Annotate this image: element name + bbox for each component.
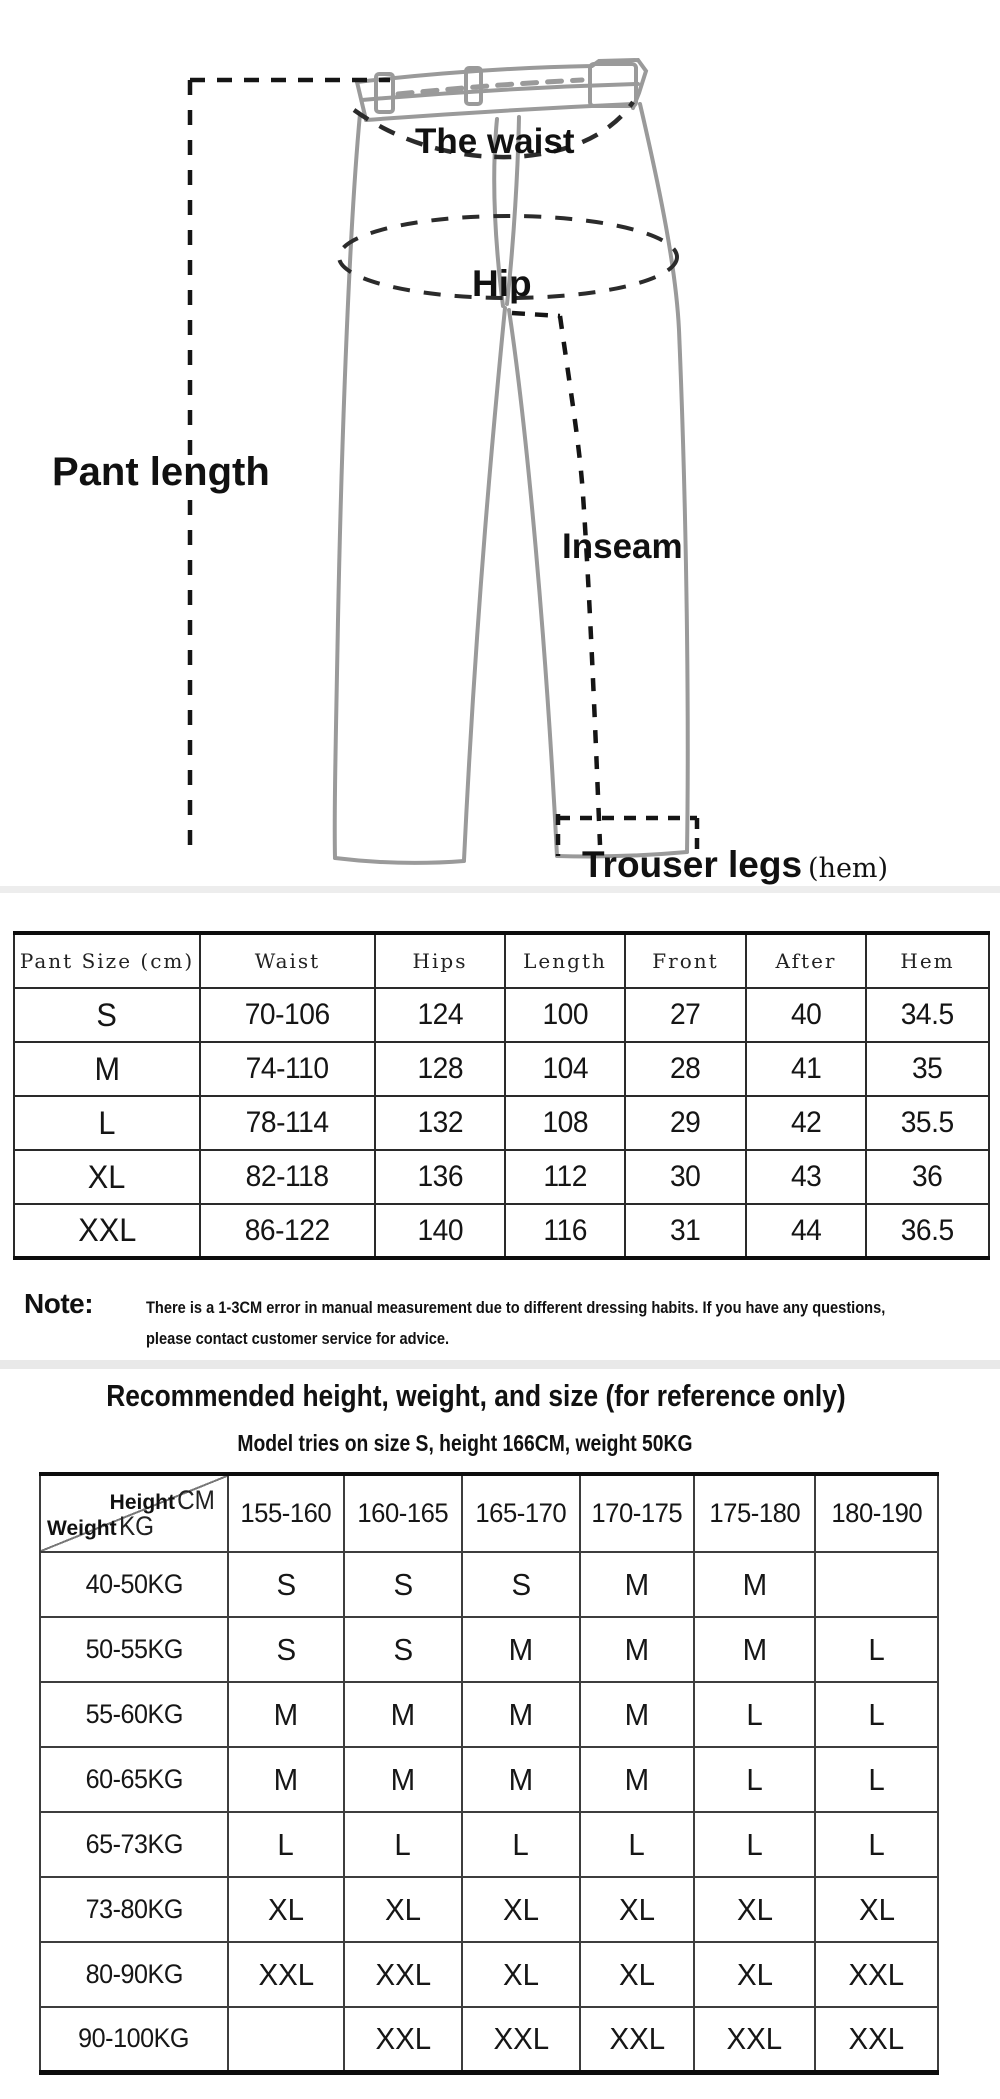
note-first-line — [24, 1288, 984, 1320]
fit-row — [40, 1552, 938, 1617]
note-prefix: Note: — [24, 1288, 94, 1319]
weight-range-label: 60-65KG — [85, 1764, 183, 1794]
fit-size-cell: XL — [502, 1956, 540, 1992]
hips-cell: 132 — [417, 1106, 463, 1139]
fit-row — [40, 1617, 938, 1682]
fit-size-cell: M — [742, 1566, 767, 1602]
fit-size-cell: M — [508, 1696, 534, 1732]
trouser-legs-text: Trouser legs — [582, 844, 803, 885]
fit-size-cell: L — [868, 1631, 885, 1667]
col-header-waist: Waist — [254, 949, 321, 973]
weight-range-label: 40-50KG — [85, 1569, 183, 1599]
hips-cell: 124 — [417, 998, 463, 1031]
fit-size-cell: XXL — [375, 2020, 431, 2056]
size-chart-header-row — [14, 933, 989, 988]
fit-size-cell: XL — [267, 1891, 305, 1927]
size-cell: XXL — [77, 1212, 137, 1248]
weight-range-label: 50-55KG — [85, 1634, 183, 1664]
fit-size-cell: M — [508, 1761, 534, 1797]
fit-size-cell: L — [868, 1761, 885, 1797]
height-range-header: 180-190 — [831, 1498, 922, 1528]
fit-size-cell: XL — [618, 1891, 656, 1927]
fit-size-cell: XXL — [726, 2020, 783, 2056]
front-cell: 27 — [670, 998, 701, 1031]
after-cell: 44 — [790, 1213, 822, 1247]
fit-size-cell: XXL — [609, 2020, 665, 2056]
fit-row — [40, 1747, 938, 1812]
length-cell: 108 — [542, 1106, 588, 1139]
fit-size-cell: L — [277, 1826, 295, 1862]
hem-cell: 36 — [912, 1160, 943, 1193]
height-range-header: 165-170 — [475, 1498, 567, 1528]
length-cell: 100 — [542, 998, 588, 1031]
fit-size-cell: L — [394, 1826, 412, 1862]
waist-cell: 86-122 — [244, 1213, 330, 1247]
waist-cell: 74-110 — [246, 1052, 329, 1085]
note-text-line1: There is a 1-3CM error in manual measurement due to different dressing habits. If you have any questions, — [146, 1298, 886, 1317]
weight-range-label: 65-73KG — [85, 1829, 183, 1859]
length-cell: 104 — [542, 1052, 588, 1085]
col-header-hips: Hips — [412, 949, 468, 973]
weight-range-label: 90-100KG — [78, 2023, 190, 2054]
model-reference-subtitle — [0, 1430, 930, 1457]
fit-size-cell: M — [624, 1566, 650, 1602]
fit-size-cell: XXL — [493, 2020, 549, 2056]
weight-range-label: 73-80KG — [85, 1894, 183, 1924]
fit-size-cell: M — [390, 1696, 416, 1732]
col-header-pant-size: Pant Size (cm) — [19, 949, 195, 973]
fit-size-cell: L — [512, 1826, 530, 1862]
size-cell: S — [96, 996, 118, 1033]
size-cell: XL — [88, 1158, 126, 1195]
fit-row — [40, 1942, 938, 2007]
size-row-xl — [14, 1150, 989, 1204]
height-range-header: 160-165 — [357, 1498, 449, 1528]
fit-size-cell: M — [624, 1631, 650, 1667]
size-chart-table — [13, 931, 990, 1260]
length-cell: 116 — [543, 1213, 587, 1247]
section-divider — [0, 886, 1000, 893]
waist-cell: 70-106 — [244, 998, 330, 1031]
measurement-note — [24, 1288, 984, 1349]
col-header-length: Length — [523, 949, 607, 973]
pant-length-label: Pant length — [52, 450, 270, 494]
fit-size-cell: L — [746, 1761, 763, 1797]
fit-size-cell: M — [624, 1761, 650, 1797]
trouser-legs-label — [582, 846, 888, 883]
length-cell: 112 — [543, 1160, 587, 1193]
hips-cell: 128 — [417, 1052, 463, 1085]
fit-size-cell: M — [508, 1631, 534, 1667]
fit-size-cell: L — [868, 1696, 885, 1732]
size-row-l — [14, 1096, 989, 1150]
after-cell: 40 — [790, 998, 822, 1031]
front-cell: 28 — [670, 1052, 701, 1085]
fit-size-cell: XXL — [375, 1956, 431, 1992]
recommendation-title-text: Recommended height, weight, and size (for reference only) — [106, 1378, 846, 1413]
fit-size-cell: XL — [736, 1891, 773, 1927]
fit-size-cell: XL — [736, 1956, 773, 1992]
section-divider — [0, 1360, 1000, 1369]
col-header-front: Front — [652, 949, 719, 973]
size-row-xxl — [14, 1204, 989, 1258]
hem-cell: 35.5 — [900, 1106, 954, 1139]
fit-size-cell: XL — [618, 1956, 656, 1992]
weight-range-label: 80-90KG — [85, 1959, 183, 1989]
hem-cell: 34.5 — [900, 998, 954, 1031]
after-cell: 41 — [790, 1052, 822, 1085]
note-text-line2: please contact customer service for advice. — [146, 1329, 450, 1348]
front-cell: 31 — [670, 1213, 701, 1247]
front-cell: 29 — [670, 1106, 701, 1139]
corner-weight-label: WeightKG — [47, 1511, 154, 1541]
size-row-m — [14, 1042, 989, 1096]
fit-size-cell: M — [390, 1761, 416, 1797]
size-row-s — [14, 988, 989, 1042]
waist-cell: 82-118 — [246, 1160, 329, 1193]
fit-size-cell: M — [273, 1761, 299, 1797]
after-cell: 43 — [790, 1160, 822, 1193]
hips-cell: 140 — [417, 1213, 463, 1247]
front-cell: 30 — [670, 1160, 701, 1193]
waist-label: The waist — [415, 122, 575, 161]
model-reference-text: Model tries on size S, height 166CM, weight 50KG — [237, 1430, 693, 1456]
fit-size-cell: S — [276, 1566, 296, 1602]
fit-size-cell: S — [276, 1631, 296, 1667]
recommendation-title — [0, 1378, 952, 1414]
fit-row — [40, 1877, 938, 1942]
fit-size-cell: S — [393, 1631, 413, 1667]
corner-height-label: HeightCM — [109, 1485, 215, 1515]
size-cell: M — [94, 1050, 120, 1087]
fit-size-cell: XXL — [848, 1956, 905, 1992]
fit-size-cell: L — [868, 1826, 885, 1862]
inseam-label: Inseam — [562, 527, 683, 566]
fit-size-cell: L — [746, 1696, 763, 1732]
hip-label: Hip — [472, 263, 532, 304]
fit-size-cell: XL — [858, 1891, 895, 1927]
hem-cell: 35 — [912, 1052, 943, 1085]
after-cell: 42 — [790, 1106, 822, 1139]
weight-range-label: 55-60KG — [85, 1699, 183, 1729]
fit-row — [40, 1682, 938, 1747]
hips-cell: 136 — [417, 1160, 463, 1193]
height-weight-corner-cell — [40, 1474, 228, 1552]
col-header-hem: Hem — [900, 949, 955, 973]
size-cell: L — [98, 1104, 116, 1141]
fit-size-cell: L — [628, 1826, 646, 1862]
pants-measurement-diagram — [0, 0, 1000, 893]
fit-size-cell: XXL — [848, 2020, 905, 2056]
col-header-after: After — [775, 949, 837, 973]
fit-row — [40, 1812, 938, 1877]
height-range-header: 155-160 — [240, 1498, 332, 1528]
note-second-line — [146, 1329, 984, 1349]
waist-cell: 78-114 — [246, 1106, 329, 1139]
height-range-header: 170-175 — [591, 1498, 683, 1528]
fit-size-cell: XL — [384, 1891, 422, 1927]
hem-cell: 36.5 — [900, 1213, 954, 1247]
fit-chart-header-row — [40, 1474, 938, 1552]
fit-size-cell: S — [511, 1566, 531, 1602]
fit-size-cell: XXL — [258, 1956, 314, 1992]
fit-size-cell: S — [393, 1566, 413, 1602]
fit-size-cell: M — [742, 1631, 767, 1667]
fit-size-cell: M — [273, 1696, 299, 1732]
fit-chart-table — [39, 1472, 939, 2075]
fit-size-cell: L — [746, 1826, 763, 1862]
fit-row — [40, 2007, 938, 2072]
fit-size-cell: M — [624, 1696, 650, 1732]
hem-label: (hem) — [808, 853, 889, 884]
height-range-header: 175-180 — [709, 1498, 800, 1528]
fit-size-cell: XL — [502, 1891, 540, 1927]
